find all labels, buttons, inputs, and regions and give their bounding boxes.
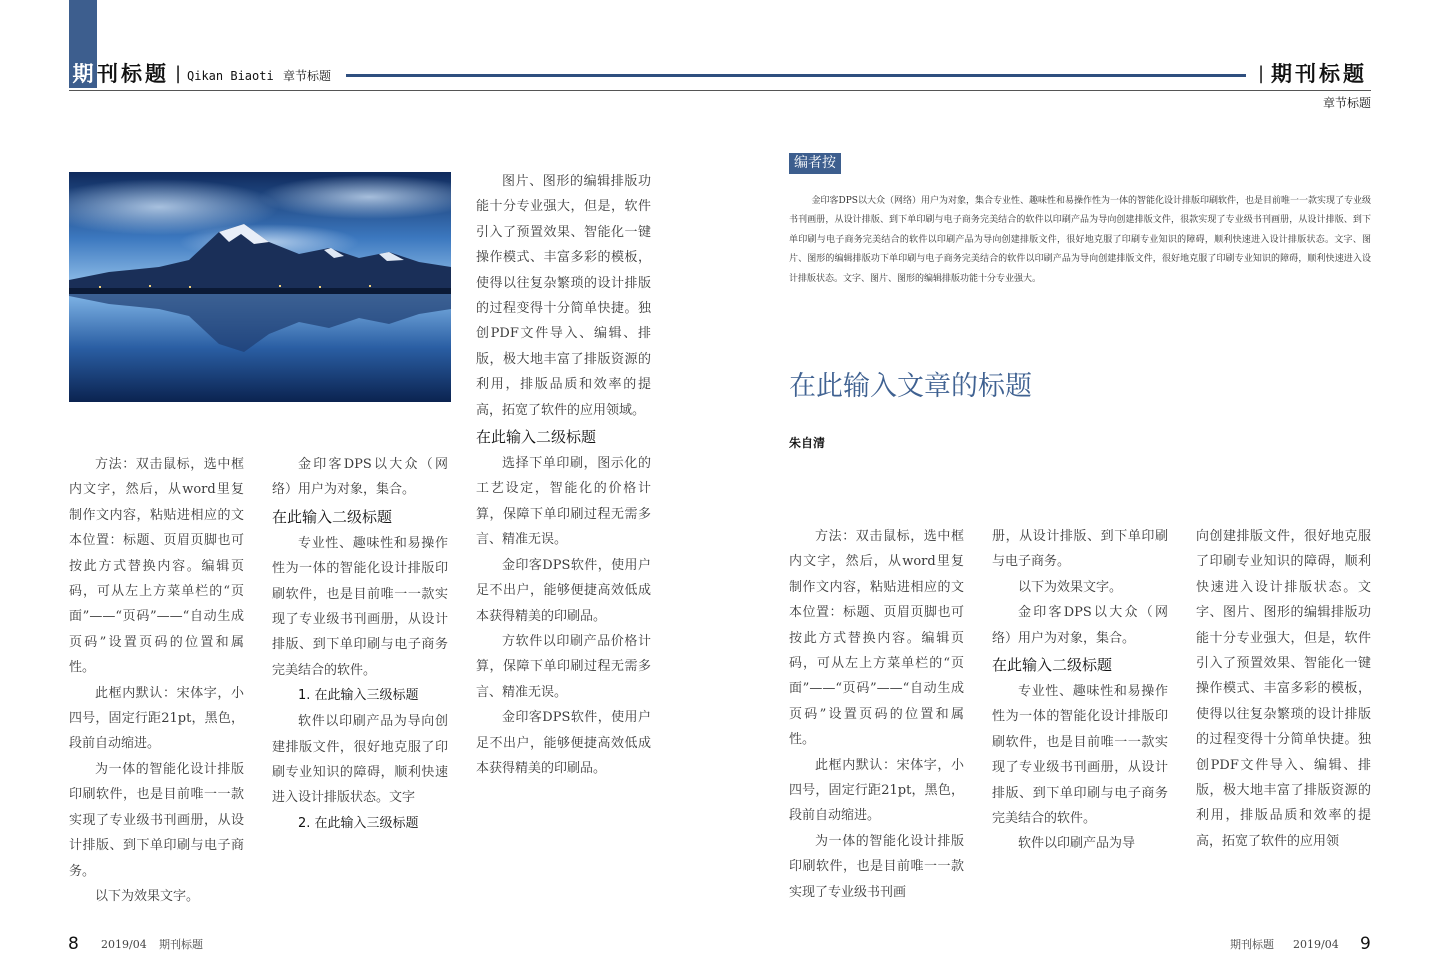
left-header-title [69,60,169,88]
body-paragraph: 此框内默认：宋体字，小四号，固定行距21pt，黑色，段前自动缩进。 [789,757,964,824]
body-paragraph: 为一体的智能化设计排版印刷软件，也是目前唯一一款实现了专业级书刊画册，从设计排版、到下单印刷与电子商务。 [69,761,244,879]
tertiary-heading: 2. 在此输入三级标题 [298,815,419,831]
body-paragraph: 软件以印刷产品为导向创建排版文件，很好地克服了印刷专业知识的障碍，顺利快速进入设计排版状态。文字 [272,714,448,806]
left-header-separator: | [175,63,182,84]
body-paragraph: 以下为效果文字。 [1018,579,1123,595]
left-header-pinyin: Qikan Biaoti [187,69,274,83]
body-paragraph: 以下为效果文字。 [95,888,200,904]
body-paragraph: 专业性、趣味性和易操作性为一体的智能化设计排版印刷软件，也是目前唯一一款实现了专业级书刊画册，从设计排版、到下单印刷与电子商务完美结合的软件。 [272,535,448,678]
left-footer-date: 2019/04 [101,938,147,951]
body-paragraph: 金印客DPS软件，使用户足不出户，能够便捷高效低成本获得精美的印刷品。 [476,710,651,776]
header-rule-thin [69,90,1371,91]
body-paragraph: 金印客DPS以大众（网络）用户为对象，集合。 [992,605,1168,646]
body-paragraph: 选择下单印刷，图示化的工艺设定，智能化的价格计算，保障下单印刷过程无需多言、精准无误。 [476,456,651,548]
body-paragraph: 方法：双击鼠标，选中框内文字，然后，从word里复制作文内容，粘贴进相应的文本位置：标题、页眉页脚也可按此方式替换内容。编辑页码，可从左上方菜单栏的“页面”——“页码”——“自动生成页码”设置页码的位置和属性。 [789,529,964,748]
editor-note-label: 编者按 [789,153,841,174]
right-header-chapter: 章节标题 [1322,96,1371,110]
body-paragraph: 方法：双击鼠标，选中框内文字，然后，从word里复制作文内容，粘贴进相应的文本位置：标题、页眉页脚也可按此方式替换内容。编辑页码，可从左上方菜单栏的“页面”——“页码”——“自动生成页码”设置页码的位置和属性。 [69,457,244,676]
secondary-heading: 在此输入二级标题 [992,656,1113,675]
body-paragraph: 金印客DPS软件，使用户足不出户，能够便捷高效低成本获得精美的印刷品。 [476,557,651,624]
header-rule-thick [346,74,1246,77]
left-header-chapter: 章节标题 [283,69,332,83]
left-page-column-2 [272,452,448,837]
body-paragraph: 此框内默认：宋体字，小四号，固定行距21pt，黑色，段前自动缩进。 [69,685,244,752]
body-paragraph: 专业性、趣味性和易操作性为一体的智能化设计排版印刷软件，也是目前唯一一款实现了专业级书刊画册，从设计排版、到下单印刷与电子商务完美结合的软件。 [992,684,1168,827]
mountain-lake-photo [69,172,451,402]
editor-note-text: 金印客DPS以大众（网络）用户为对象，集合专业性、趣味性和易操作性为一体的智能化设计排版印刷软件，也是目前唯一一款实现了专业级书刊画册，从设计排版、到下单印刷与电子商务完美结合的软件以印刷产品为导向创建排版文件，很款实现了专业级书刊画册，从设计排版、到下单印刷与电子商务完美结合的软件以印刷产品为导向创建排版文件，很好地克服了印刷专业知识的障碍，顺利快速进入设计排版状态。文字、图片、图形的编辑排版功下单印刷与电子商务完美结合的软件以印刷产品为导向创建排版文件，很好地克服了印刷专业知识的障碍，顺利快速进入设计排版状态。文字、图片、图形的编辑排版功能十分专业强大。 [789,196,1371,284]
left-page-column-3 [476,169,651,781]
right-header-title: 期刊标题 [1271,62,1367,86]
body-paragraph: 软件以印刷产品为导 [1018,836,1136,852]
body-paragraph: 方软件以印刷产品价格计算，保障下单印刷过程无需多言、精准无误。 [476,633,651,700]
tertiary-heading: 1. 在此输入三级标题 [298,688,419,704]
left-page-column-1 [69,452,244,909]
body-paragraph: 为一体的智能化设计排版印刷软件，也是目前唯一一款实现了专业级书刊画 [789,833,964,900]
right-footer-journal: 期刊标题 [1230,938,1274,951]
body-paragraph: 册，从设计排版、到下单印刷与电子商务。 [992,529,1168,570]
body-paragraph: 金印客DPS以大众（网络）用户为对象，集合。 [272,457,448,498]
right-page-column-3 [1196,524,1371,854]
article-author: 朱自清 [789,436,826,450]
left-header-title-rest: 刊标题 [97,62,169,86]
left-footer-journal: 期刊标题 [159,938,203,951]
left-page-number: 8 [68,934,79,954]
right-page-number: 9 [1360,934,1371,954]
right-header-separator: | [1258,63,1265,84]
secondary-heading: 在此输入二级标题 [272,507,393,526]
right-page-column-1 [789,524,964,905]
body-paragraph: 向创建排版文件，很好地克服了印刷专业知识的障碍，顺利快速进入设计排版状态。文字、图片、图形的编辑排版功能十分专业强大，但是，软件引入了预置效果、智能化一键操作模式、丰富多彩的模板，使得以往复杂繁琐的设计排版的过程变得十分简单快捷。独创PDF文件导入、编辑、排版，极大地丰富了排版资源的利用，排版品质和效率的提高，拓宽了软件的应用领 [1196,529,1371,849]
secondary-heading: 在此输入二级标题 [476,428,597,447]
body-paragraph: 图片、图形的编辑排版功能十分专业强大，但是，软件引入了预置效果、智能化一键操作模式、丰富多彩的模板，使得以往复杂繁琐的设计排版的过程变得十分简单快捷。独创PDF文件导入、编辑、排版，极大地丰富了排版资源的利用，排版品质和效率的提高，拓宽了软件的应用领域。 [476,174,651,418]
mountain-lake-photo-svg [69,172,451,402]
article-title: 在此输入文章的标题 [789,371,1032,402]
left-header-title-first-char: 期 [69,60,97,88]
right-footer-date: 2019/04 [1293,938,1339,951]
right-page-column-2 [992,524,1168,857]
